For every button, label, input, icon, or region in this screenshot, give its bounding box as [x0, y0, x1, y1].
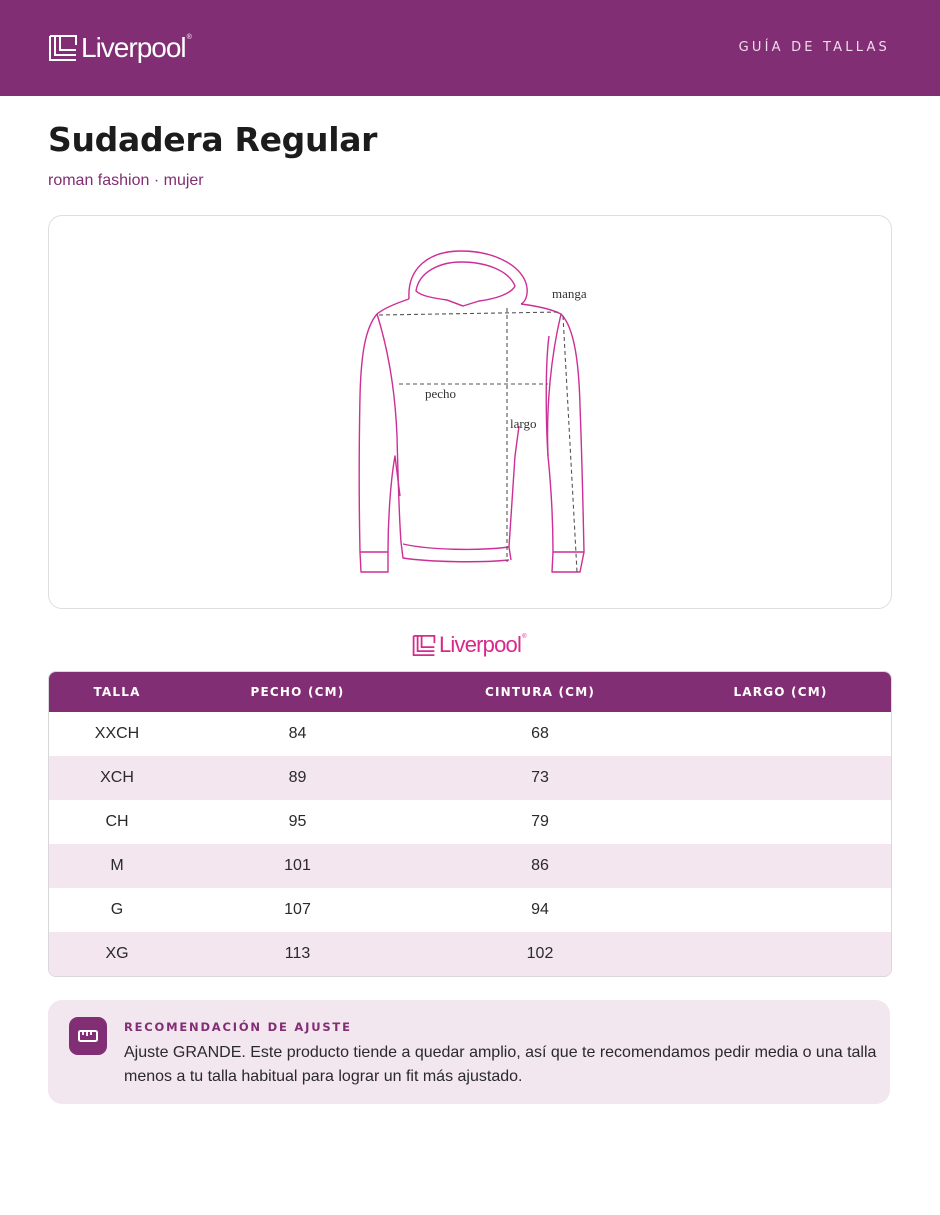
measurement-diagram-card [48, 215, 892, 609]
cell-waist: 73 [410, 756, 670, 800]
cell-waist: 102 [410, 932, 670, 976]
mid-brand-logo [412, 631, 527, 659]
header-size: TALLA [49, 672, 185, 712]
cell-size: XCH [49, 756, 185, 800]
cell-size: CH [105, 813, 129, 830]
page-title: Sudadera Regular [48, 120, 378, 159]
cell-length [670, 844, 891, 888]
cell-length [670, 888, 891, 932]
brand-wordmark: Liverpool [81, 32, 186, 63]
cell-waist: 79 [531, 813, 549, 830]
size-table [48, 671, 892, 977]
table-row [49, 844, 891, 888]
recommendation-text: Ajuste GRANDE. Este producto tiende a quedar amplio, así que te recomendamos pedir media o una talla menos a tu talla habitual para lograr un fit más ajustado. [124, 1044, 877, 1085]
registered-mark: ® [186, 34, 192, 41]
cell-chest: 107 [284, 901, 311, 918]
table-row [49, 932, 891, 976]
recommendation-heading: RECOMENDACIÓN DE AJUSTE [124, 1020, 352, 1034]
cell-length [670, 756, 891, 800]
header-bar [0, 0, 940, 96]
cell-size: XG [49, 932, 185, 976]
cell-chest: 84 [288, 725, 307, 742]
cell-length [670, 712, 891, 756]
sleeve-guide [563, 316, 577, 572]
fit-recommendation [48, 1000, 890, 1104]
cell-chest: 95 [288, 813, 307, 830]
liverpool-mark-icon [48, 34, 78, 62]
cell-size: M [49, 844, 185, 888]
cell-chest: 89 [185, 756, 410, 800]
cell-waist: 94 [531, 901, 549, 918]
table-row [49, 712, 891, 756]
product-subtitle: roman fashion · mujer [48, 172, 204, 189]
cell-waist: 86 [410, 844, 670, 888]
cell-size: XXCH [94, 725, 140, 742]
brand-logo[interactable] [48, 31, 192, 65]
cell-length [670, 932, 891, 976]
cell-size: G [110, 901, 124, 918]
cell-length [670, 800, 891, 844]
cell-chest: 113 [185, 932, 410, 976]
table-row [49, 800, 891, 844]
registered-mark: ® [522, 634, 527, 640]
shoulder-guide [379, 312, 561, 315]
chest-label: pecho [425, 386, 457, 401]
brand-wordmark: Liverpool [439, 632, 522, 657]
hoodie-diagram [49, 216, 891, 608]
header-length: LARGO (CM) [670, 672, 891, 712]
sleeve-label: manga [552, 286, 587, 301]
table-header-row [49, 672, 891, 712]
liverpool-mark-icon [412, 634, 436, 657]
table-row [49, 888, 891, 932]
size-guide-label: GUÍA DE TALLAS [738, 40, 890, 55]
table-row [49, 756, 891, 800]
header-chest: PECHO (CM) [185, 672, 410, 712]
hoodie-outline [359, 251, 584, 572]
cell-chest: 101 [185, 844, 410, 888]
header-waist: CINTURA (CM) [410, 672, 670, 712]
ruler-icon [69, 1017, 107, 1055]
cell-waist: 68 [531, 725, 549, 742]
length-label: largo [510, 416, 537, 431]
